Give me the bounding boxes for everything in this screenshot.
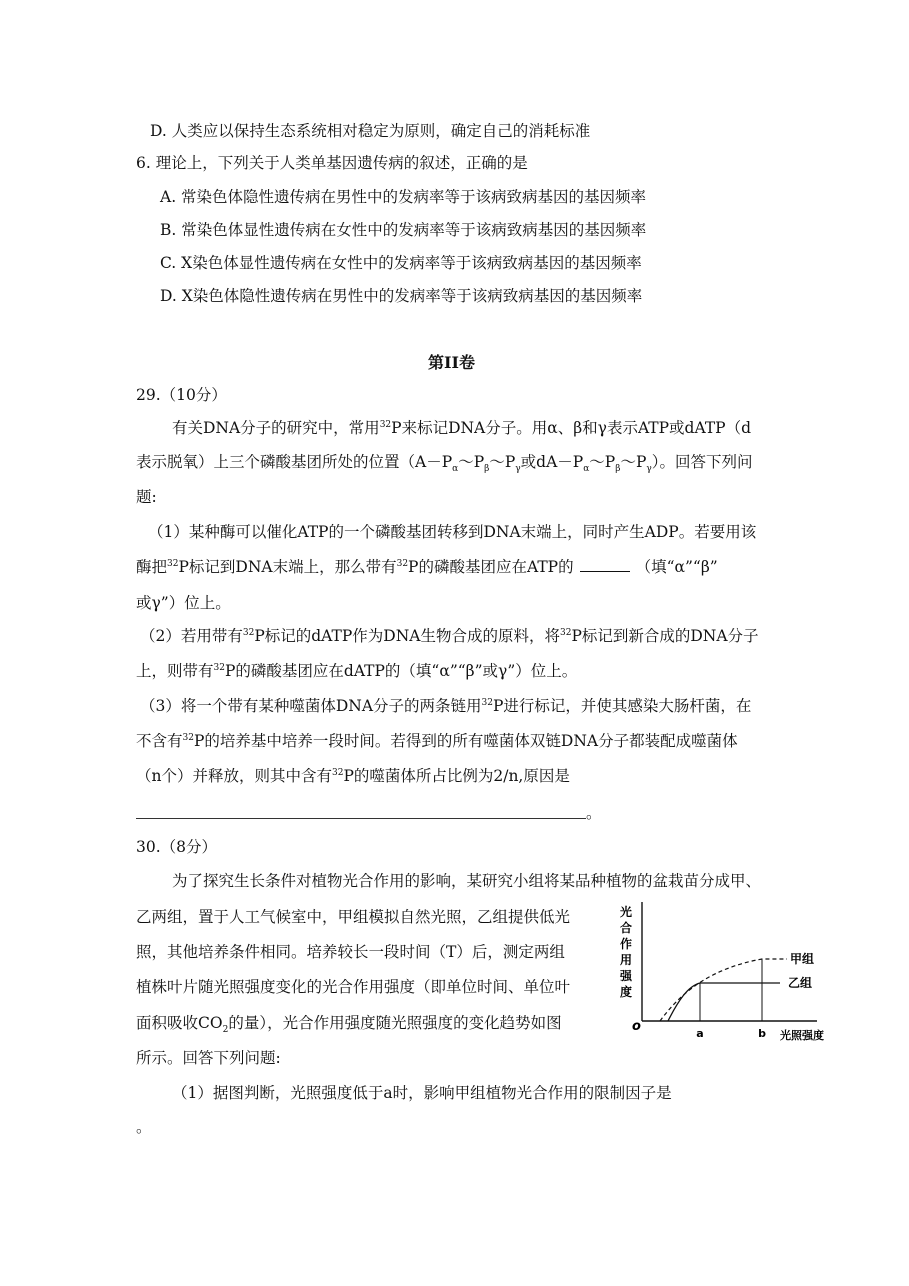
q6-stem: 6. 理论上，下列关于人类单基因遗传病的叙述，正确的是 [136,154,528,172]
q29-answer-period: 。 [586,804,602,822]
q30-part1-line-2: 。 [136,1118,152,1136]
q30-intro-line-4: 植株叶片随光照强度变化的光合作用强度（即单位时间、单位叶 [136,978,571,996]
q29-part3-line-2: 不含有$^{32}$P的培养基中培养一段时间。若得到的所有噬菌体双链DNA分子都装配成噬菌体 [136,732,738,750]
q30-intro-line-3: 照，其他培养条件相同。培养较长一段时间（T）后，测定两组 [136,943,565,961]
q29-answer-line[interactable] [136,818,586,819]
legend-jia-label: 甲组 [790,952,815,966]
q6-option-c: C. X染色体显性遗传病在女性中的发病率等于该病致病基因的基因频率 [160,254,642,272]
q29-part1-line-3: 或γ”）位上。 [136,594,231,612]
y-label-char-6: 度 [619,985,633,999]
q30-intro-line-1: 为了探究生长条件对植物光合作用的影响，某研究小组将某品种植物的盆栽苗分成甲、 [172,872,762,890]
q30-part1-line-1: （1）据图判断，光照强度低于a时，影响甲组植物光合作用的限制因子是 [172,1084,672,1102]
photosynthesis-figure [612,896,842,1048]
y-label-char-4: 用 [619,953,633,967]
q29-part1-line-1: （1）某种酶可以催化ATP的一个磷酸基团转移到DNA末端上，同时产生ADP。若要用该 [148,523,757,541]
y-label-char-3: 作 [619,937,633,951]
y-axis-label [619,904,633,999]
q29-part1-line-2: 酶把$^{32}$P标记到DNA末端上，那么带有$^{32}$P的磷酸基团应在ATP的 （填“α”“β” [136,558,718,576]
y-label-char-1: 光 [619,905,633,919]
q29-intro-line-3: 题: [136,488,157,506]
section-title: 第II卷 [428,353,475,372]
q30-header: 30.（8分） [136,838,218,856]
q29-part1-answer-blank[interactable] [580,557,630,572]
q29-part2-line-2: 上，则带有$^{32}$P的磷酸基团应在dATP的（填“α”“β”或γ”）位上。 [136,662,578,680]
q29-intro-line-1: 有关DNA分子的研究中，常用$^{32}$P来标记DNA分子。用α、β和γ表示ATP或dATP（d [172,419,752,437]
tick-label-b: b [758,1027,766,1040]
q5-option-d: D. 人类应以保持生态系统相对稳定为原则，确定自己的消耗标准 [150,122,591,140]
q6-option-a: A. 常染色体隐性遗传病在男性中的发病率等于该病致病基因的基因频率 [160,188,647,206]
q6-option-d: D. X染色体隐性遗传病在男性中的发病率等于该病致病基因的基因频率 [160,287,643,305]
series-yi-curve [668,983,780,1021]
q6-option-b: B. 常染色体显性遗传病在女性中的发病率等于该病致病基因的基因频率 [160,221,647,239]
q30-intro-line-5: 面积吸收$CO_2$的量），光合作用强度随光照强度的变化趋势如图 [136,1014,562,1036]
q29-header: 29.（10分） [136,386,227,404]
q29-part2-line-1: （2）若用带有$^{32}$P标记的dATP作为DNA生物合成的原料，将$^{32}$P标记到新合成的DNA分子 [140,627,759,645]
y-label-char-2: 合 [619,921,633,935]
q29-part3-line-1: （3）将一个带有某种噬菌体DNA分子的两条链用$^{32}$P进行标记，并使其感染大肠杆菌，在 [140,697,752,715]
q29-intro-line-2: 表示脱氧）上三个磷酸基团所处的位置（$A-P_\alpha\sim P_\beta\sim P_\gamma$或$dA-P_\alpha\sim P_\beta\sim P_\gamma$）。回答下列问 [136,453,753,475]
x-axis-label: 光照强度 [780,1029,824,1042]
origin-label: o [632,1019,641,1034]
legend-yi-label: 乙组 [788,976,813,990]
series-jia-curve [660,959,787,1021]
q29-part3-line-3: （n个）并释放，则其中含有$^{32}$P的噬菌体所占比例为2/n,原因是 [136,767,570,785]
q30-intro-line-6: 所示。回答下列问题: [136,1049,281,1067]
q30-intro-line-2: 乙两组，置于人工气候室中，甲组模拟自然光照，乙组提供低光 [136,908,571,926]
tick-label-a: a [696,1027,704,1040]
y-label-char-5: 强 [619,969,633,983]
